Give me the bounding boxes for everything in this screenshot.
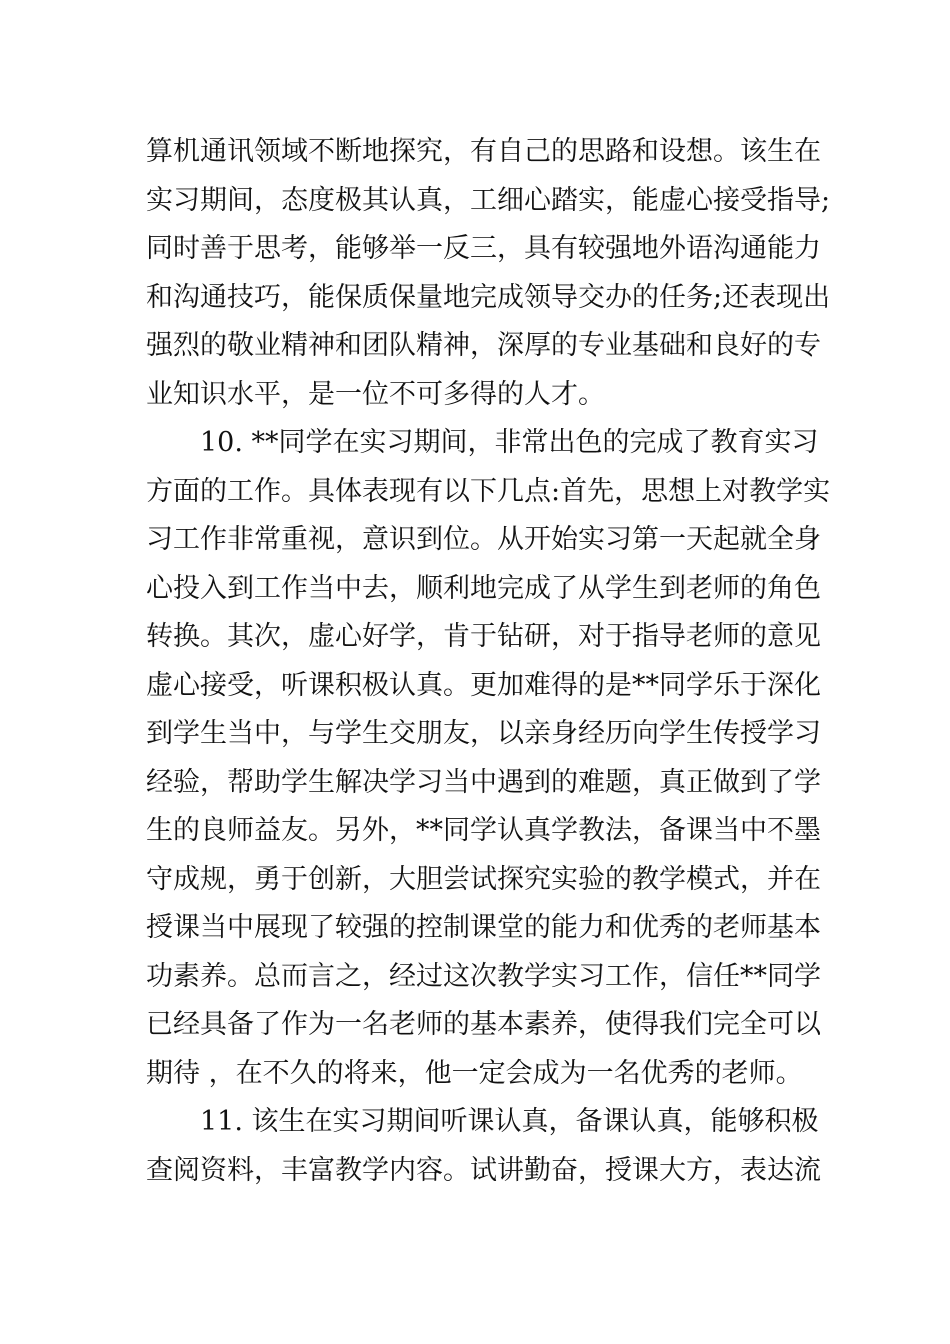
paragraph-11 xyxy=(146,1098,821,1195)
paragraph-1 xyxy=(146,128,831,419)
text-line: 转换。其次，虚心好学，肯于钻研，对于指导老师的意见 xyxy=(146,621,821,652)
text-line: 心投入到工作当中去，顺利地完成了从学生到老师的角色 xyxy=(146,572,821,604)
text-line: 查阅资料，丰富教学内容。试讲勤奋，授课大方，表达流 xyxy=(146,1154,821,1186)
text-line: 虚心接受，听课积极认真。更加难得的是**同学乐于深化 xyxy=(146,669,821,701)
text-line: 习工作非常重视，意识到位。从开始实习第一天起就全身 xyxy=(146,524,821,555)
document-body xyxy=(146,128,831,1195)
text-line: 功素养。总而言之，经过这次教学实习工作，信任**同学 xyxy=(146,960,821,992)
text-line: 到学生当中，与学生交朋友，以亲身经历向学生传授学习 xyxy=(146,718,821,749)
text-line: 已经具备了作为一名老师的基本素养，使得我们完全可以 xyxy=(146,1009,821,1040)
text-line: 方面的工作。具体表现有以下几点:首先，思想上对教学实 xyxy=(146,475,831,507)
paragraph-10 xyxy=(146,419,831,1098)
text-line: 算机通讯领域不断地探究，有自己的思路和设想。该生在 xyxy=(146,136,821,167)
text-line: 同时善于思考，能够举一反三，具有较强地外语沟通能力 xyxy=(146,233,821,264)
text-line: 和沟通技巧，能保质保量地完成领导交办的任务;还表现出 xyxy=(146,281,831,313)
text-line: 授课当中展现了较强的控制课堂的能力和优秀的老师基本 xyxy=(146,912,821,943)
text-line: 11. 该生在实习期间听课认真，备课认真，能够积极 xyxy=(200,1106,819,1137)
text-line: 业知识水平，是一位不可多得的人才。 xyxy=(146,378,605,410)
text-line: 守成规，勇于创新，大胆尝试探究实验的教学模式，并在 xyxy=(146,863,821,895)
text-line: 实习期间，态度极其认真，工细心踏实，能虚心接受指导; xyxy=(146,184,831,216)
text-line: 期待 ，在不久的将来，他一定会成为一名优秀的老师。 xyxy=(146,1057,803,1089)
text-line: 生的良师益友。另外，**同学认真学教法，备课当中不墨 xyxy=(146,815,821,846)
text-line: 经验，帮助学生解决学习当中遇到的难题，真正做到了学 xyxy=(146,766,821,798)
text-line: 强烈的敬业精神和团队精神，深厚的专业基础和良好的专 xyxy=(146,330,821,361)
text-line: 10. **同学在实习期间，非常出色的完成了教育实习 xyxy=(200,427,819,458)
